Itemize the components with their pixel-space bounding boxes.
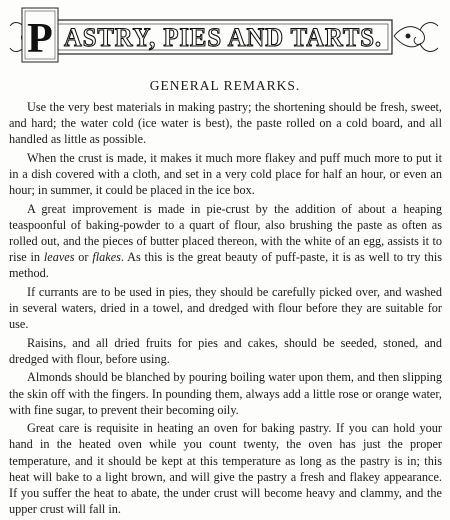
paragraph: Raisins, and all dried fruits for pies and cakes, should be seeded, stoned, and dredged with flour, before using. [9,335,442,366]
paragraph: If currants are to be used in pies, they should be carefully picked over, and washed in several waters, dried in a towel, and dredged with flour before they are suitable for use. [9,284,442,331]
italic-word: flakes [92,250,121,265]
paragraph: Almonds should be blanched by pouring boiling water upon them, and then slipping the skin off with the fingers. In pounding them, always add a little rose or orange water, with fine sugar, to prevent their becoming oily. [9,370,442,417]
section-heading: GENERAL REMARKS. [149,78,301,93]
paragraph: Use the very best materials in making pastry; the shortening should be fresh, sweet, and hard; the water cold (ice water is best), the paste rolled on a cold board, and all handled as little as possible. [9,100,442,147]
paragraph-text: A great improvement is made in pie-crust by the addition of about a heaping teaspoonful of baking-powder to a quart of flour, also brushing the paste as often as rolled out, and the pieces of butter placed thereon, with the white of an egg, assists it to rise in [9,201,442,265]
body-text [9,99,442,520]
right-flourish-icon [394,23,438,52]
paragraph-text: . As this is the great beauty of puff-paste, it is as well to try this method. [9,250,442,281]
paragraph [9,201,442,281]
italic-word: leaves [43,250,75,265]
paragraph: When the crust is made, it makes it much more flakey and puff much more to put it in a dish covered with a cloth, and set in a very cold place for half an hour, or even an hour; in summer, it could be placed in the ice box. [9,150,442,198]
title-text: ASTRY, PIES AND TARTS. [64,23,382,52]
title-banner-art [4,6,444,64]
paragraph: Great care is requisite in heating an oven for baking pastry. If you can hold your hand in the heated oven while you count twenty, the oven has just the proper temperature, and it should be kept at this temperature as long as the pastry is in; this heat will bake to a light brown, and will give the pastry a fresh and flakey appearance. If you suffer the heat to abate, the under crust will become heavy and clammy, and the upper crust will fall in. [9,421,442,516]
title-initial: P [27,16,53,62]
paragraph-text: or [74,250,93,265]
initial-letter-frame [22,8,58,62]
title-banner [4,6,444,64]
